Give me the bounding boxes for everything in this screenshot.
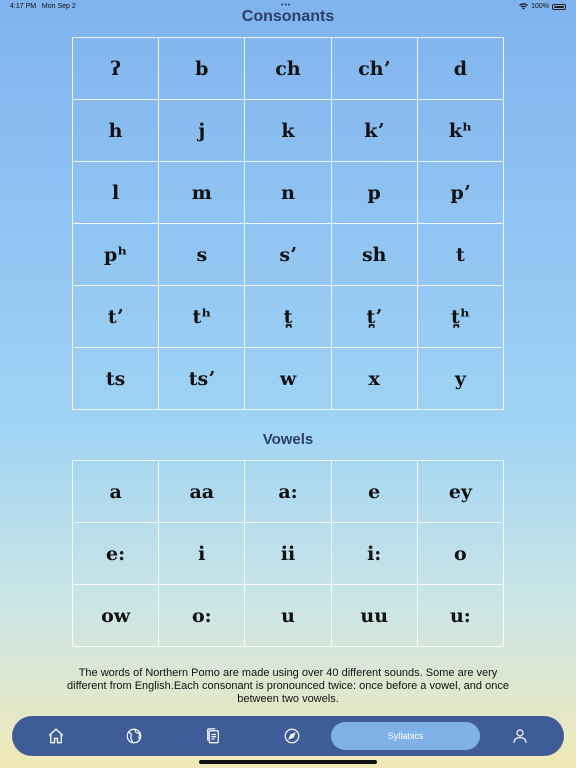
vowels-title: Vowels bbox=[262, 431, 314, 448]
consonant-cell[interactable]: kʼ bbox=[332, 100, 418, 162]
consonant-cell[interactable]: t̪ʰ bbox=[418, 286, 504, 348]
consonant-cell[interactable]: n bbox=[245, 162, 331, 224]
globe-icon bbox=[125, 727, 143, 745]
consonant-cell[interactable]: j bbox=[159, 100, 245, 162]
vowel-cell[interactable]: ow bbox=[73, 585, 159, 647]
consonant-grid bbox=[72, 37, 504, 410]
consonant-cell[interactable]: l bbox=[73, 162, 159, 224]
consonant-cell[interactable]: ch bbox=[245, 38, 331, 100]
vowel-cell[interactable]: i: bbox=[332, 523, 418, 585]
consonant-cell[interactable]: t bbox=[418, 224, 504, 286]
vowel-cell[interactable]: uu bbox=[332, 585, 418, 647]
vowel-cell[interactable]: u: bbox=[418, 585, 504, 647]
status-time: 4:17 PM Mon Sep 2 bbox=[10, 3, 76, 10]
consonant-cell[interactable]: s bbox=[159, 224, 245, 286]
consonant-cell[interactable]: kʰ bbox=[418, 100, 504, 162]
person-icon bbox=[511, 727, 529, 745]
tab-cards[interactable] bbox=[193, 716, 233, 756]
consonant-cell[interactable]: d bbox=[418, 38, 504, 100]
consonant-cell[interactable]: w bbox=[245, 348, 331, 410]
consonant-cell[interactable]: chʼ bbox=[332, 38, 418, 100]
consonant-cell[interactable]: ts bbox=[73, 348, 159, 410]
multitasking-dots-icon[interactable]: ••• bbox=[281, 2, 292, 9]
tab-home[interactable] bbox=[36, 716, 76, 756]
consonant-cell[interactable]: p bbox=[332, 162, 418, 224]
consonant-cell[interactable]: ʔ bbox=[73, 38, 159, 100]
consonant-cell[interactable]: sh bbox=[332, 224, 418, 286]
tab-compass[interactable] bbox=[272, 716, 312, 756]
cards-icon bbox=[204, 727, 222, 745]
consonant-cell[interactable]: t̪ bbox=[245, 286, 331, 348]
tab-globe[interactable] bbox=[114, 716, 154, 756]
consonant-cell[interactable]: m bbox=[159, 162, 245, 224]
consonant-cell[interactable]: sʼ bbox=[245, 224, 331, 286]
vowel-cell[interactable]: aa bbox=[159, 461, 245, 523]
consonant-cell[interactable]: h bbox=[73, 100, 159, 162]
home-indicator bbox=[199, 760, 377, 764]
vowel-cell[interactable]: e: bbox=[73, 523, 159, 585]
vowel-grid bbox=[72, 460, 504, 647]
vowel-cell[interactable]: ii bbox=[245, 523, 331, 585]
consonant-cell[interactable]: tsʼ bbox=[159, 348, 245, 410]
vowel-cell[interactable]: o: bbox=[159, 585, 245, 647]
consonant-cell[interactable]: k bbox=[245, 100, 331, 162]
vowel-cell[interactable]: o bbox=[418, 523, 504, 585]
vowel-cell[interactable]: e bbox=[332, 461, 418, 523]
consonant-cell[interactable]: x bbox=[332, 348, 418, 410]
vowel-cell[interactable]: a bbox=[73, 461, 159, 523]
page-title: Consonants bbox=[241, 8, 335, 25]
tab-bar bbox=[12, 716, 564, 756]
tab-syllabics[interactable]: Syllabics bbox=[331, 722, 480, 750]
consonant-cell[interactable]: pʼ bbox=[418, 162, 504, 224]
consonant-cell[interactable]: t̪ʼ bbox=[332, 286, 418, 348]
vowel-cell[interactable]: u bbox=[245, 585, 331, 647]
tab-profile[interactable] bbox=[500, 716, 540, 756]
vowel-cell[interactable]: i bbox=[159, 523, 245, 585]
compass-icon bbox=[283, 727, 301, 745]
consonant-cell[interactable]: tʼ bbox=[73, 286, 159, 348]
vowel-cell[interactable]: ey bbox=[418, 461, 504, 523]
vowel-cell[interactable]: a: bbox=[245, 461, 331, 523]
consonant-cell[interactable]: y bbox=[418, 348, 504, 410]
consonant-cell[interactable]: b bbox=[159, 38, 245, 100]
description-text: The words of Northern Pomo are made using over 40 different sounds. Some are very different from English.Each consonant is pronounced twice: once before a vowel, and once between two vowels. bbox=[67, 667, 509, 705]
house-icon bbox=[47, 727, 65, 745]
consonant-cell[interactable]: pʰ bbox=[73, 224, 159, 286]
consonant-cell[interactable]: tʰ bbox=[159, 286, 245, 348]
battery-percent: 100% bbox=[531, 3, 549, 10]
